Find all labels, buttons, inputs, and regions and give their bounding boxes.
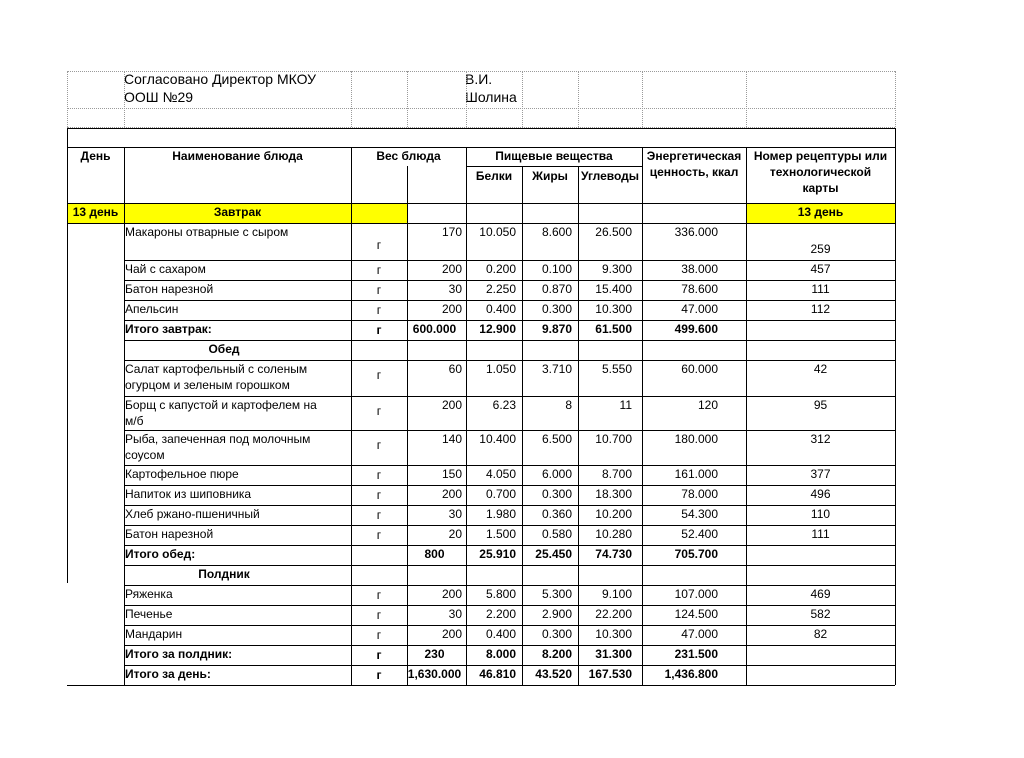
approval-left: Согласовано Директор МКОУ ООШ №29 xyxy=(124,71,317,105)
grid-line xyxy=(67,147,895,148)
cell-fat: 0.300 xyxy=(541,487,572,501)
cell-kcal: 60.000 xyxy=(681,362,718,376)
cell-fat: 0.300 xyxy=(541,627,572,641)
cell-unit: г xyxy=(376,608,382,622)
cell-recipe: 377 xyxy=(810,467,831,481)
cell-weight: 1,630.000 xyxy=(407,667,462,681)
cell-unit: г xyxy=(376,468,382,482)
grid-line xyxy=(642,203,643,685)
cell-protein: 4.050 xyxy=(485,467,516,481)
cell-weight: 200 xyxy=(441,398,462,412)
cell-kcal: 107.000 xyxy=(674,587,718,601)
grid-line xyxy=(124,260,895,261)
grid-line xyxy=(124,585,895,586)
cell-name: Мандарин xyxy=(125,627,183,641)
grid-line xyxy=(522,203,523,685)
cell-recipe: 111 xyxy=(811,527,830,541)
grid-line xyxy=(124,340,895,341)
cell-protein: 12.900 xyxy=(479,322,516,336)
cell-unit: г xyxy=(376,238,382,252)
cell-protein: 10.050 xyxy=(479,225,516,239)
cell-carbs: 10.300 xyxy=(595,302,632,316)
cell-weight: 30 xyxy=(448,607,462,621)
cell-name: Итого обед: xyxy=(125,547,196,561)
grid-line xyxy=(124,485,895,486)
cell-fat: 43.520 xyxy=(535,667,572,681)
cell-fat: 2.900 xyxy=(541,607,572,621)
cell-fat: 8.600 xyxy=(541,225,572,239)
cell-weight xyxy=(407,204,462,223)
grid-line xyxy=(67,71,895,72)
header-fat: Жиры xyxy=(532,169,568,183)
cell-kcal: 78.000 xyxy=(681,487,718,501)
grid-line xyxy=(466,147,467,203)
grid-line xyxy=(746,71,747,127)
grid-line xyxy=(124,625,895,626)
grid-line xyxy=(124,360,895,361)
cell-kcal: 705.700 xyxy=(674,547,718,561)
cell-unit: г xyxy=(376,263,382,277)
cell-name: Картофельное пюре xyxy=(125,467,239,481)
cell-carbs: 8.700 xyxy=(601,467,632,481)
cell-carbs: 167.530 xyxy=(588,667,632,681)
cell-fat: 9.870 xyxy=(541,322,572,336)
grid-line xyxy=(642,71,643,127)
grid-line xyxy=(67,223,895,224)
cell-name: Рыба, запеченная под молочным соусом xyxy=(125,432,311,462)
cell-carbs xyxy=(578,204,632,223)
grid-line xyxy=(407,166,408,203)
grid-line xyxy=(407,203,408,685)
cell-carbs: 74.730 xyxy=(595,547,632,561)
cell-fat: 8 xyxy=(565,398,572,412)
cell-weight: 600.000 xyxy=(412,322,457,336)
cell-name: Печенье xyxy=(125,607,173,621)
approval-right: В.И. Шолина xyxy=(465,71,517,105)
cell-protein: 8.000 xyxy=(485,647,516,661)
cell-protein: 5.800 xyxy=(485,587,516,601)
cell-recipe: 111 xyxy=(811,282,830,296)
grid-line xyxy=(746,203,747,685)
grid-line xyxy=(124,465,895,466)
grid-line xyxy=(124,665,895,666)
cell-kcal xyxy=(642,341,718,360)
cell-recipe xyxy=(746,546,895,565)
grid-line xyxy=(124,430,895,431)
header-day: День xyxy=(80,149,111,163)
cell-unit xyxy=(351,342,407,360)
header-energy: Энергетическая ценность, ккал xyxy=(646,149,742,179)
grid-line xyxy=(124,565,895,566)
cell-recipe xyxy=(746,321,895,340)
grid-line xyxy=(67,108,895,109)
grid-line xyxy=(522,166,523,203)
grid-line xyxy=(67,128,68,203)
grid-line xyxy=(124,320,895,321)
cell-carbs: 61.500 xyxy=(595,322,632,336)
cell-protein: 0.400 xyxy=(485,627,516,641)
cell-weight: 200 xyxy=(441,487,462,501)
cell-protein: 0.700 xyxy=(485,487,516,501)
cell-kcal: 1,436.800 xyxy=(664,667,718,681)
grid-line xyxy=(124,396,895,397)
grid-line xyxy=(466,166,642,167)
header-recipe: Номер рецептуры или технологической карты xyxy=(753,149,888,195)
cell-kcal: 231.500 xyxy=(674,647,718,661)
cell-carbs xyxy=(578,341,632,360)
cell-day: 13 день xyxy=(72,205,119,219)
cell-protein: 2.200 xyxy=(485,607,516,621)
cell-carbs: 9.300 xyxy=(601,262,632,276)
cell-fat: 5.300 xyxy=(541,587,572,601)
cell-kcal: 180.000 xyxy=(674,432,718,446)
grid-line xyxy=(124,605,895,606)
cell-recipe: 42 xyxy=(813,362,828,376)
grid-line xyxy=(67,128,895,129)
cell-unit xyxy=(351,547,407,565)
grid-line xyxy=(351,203,352,685)
cell-weight: 200 xyxy=(441,587,462,601)
cell-protein: 1.050 xyxy=(485,362,516,376)
header-carbs: Углеводы xyxy=(580,169,640,183)
cell-carbs: 10.300 xyxy=(595,627,632,641)
header-weight: Вес блюда xyxy=(376,149,441,163)
cell-unit: г xyxy=(376,508,382,522)
grid-line xyxy=(67,685,895,686)
grid-line xyxy=(895,128,896,685)
grid-line xyxy=(67,203,68,583)
grid-line xyxy=(124,525,895,526)
cell-unit: г xyxy=(376,628,382,642)
cell-weight: 800 xyxy=(424,547,445,561)
grid-line xyxy=(124,545,895,546)
grid-line xyxy=(124,203,125,685)
cell-weight: 200 xyxy=(441,627,462,641)
grid-line xyxy=(124,71,125,127)
grid-line xyxy=(522,71,523,127)
cell-unit: г xyxy=(376,283,382,297)
cell-recipe: 110 xyxy=(810,507,831,521)
cell-carbs: 31.300 xyxy=(595,647,632,661)
cell-protein: 0.400 xyxy=(485,302,516,316)
cell-name: Чай с сахаром xyxy=(125,262,206,276)
cell-unit: г xyxy=(376,668,382,682)
cell-name: Борщ с капустой и картофелем на м/б xyxy=(125,398,317,428)
cell-carbs xyxy=(578,566,632,585)
cell-protein xyxy=(466,341,516,360)
grid-line xyxy=(578,166,579,203)
cell-carbs: 5.550 xyxy=(601,362,632,376)
grid-line xyxy=(746,147,747,203)
cell-weight xyxy=(407,566,462,585)
cell-carbs: 15.400 xyxy=(595,282,632,296)
cell-weight: 150 xyxy=(441,467,462,481)
cell-kcal: 120 xyxy=(697,398,718,412)
cell-recipe: 82 xyxy=(813,627,828,641)
grid-line xyxy=(895,71,896,127)
cell-weight xyxy=(407,341,462,360)
cell-recipe: 496 xyxy=(810,487,831,501)
grid-line xyxy=(578,71,579,127)
cell-fat: 0.100 xyxy=(541,262,572,276)
cell-name: Полдник xyxy=(198,567,250,581)
cell-unit: г xyxy=(376,648,382,662)
cell-fat: 0.870 xyxy=(541,282,572,296)
grid-line xyxy=(124,280,895,281)
cell-unit: г xyxy=(376,303,382,317)
grid-line xyxy=(407,71,408,127)
cell-name: Апельсин xyxy=(125,302,179,316)
header-nutrients: Пищевые вещества xyxy=(495,149,613,163)
cell-recipe: 469 xyxy=(810,587,831,601)
cell-fat: 25.450 xyxy=(535,547,572,561)
cell-fat: 0.300 xyxy=(541,302,572,316)
cell-unit: г xyxy=(376,438,382,452)
cell-kcal: 161.000 xyxy=(674,467,718,481)
cell-protein: 2.250 xyxy=(485,282,516,296)
cell-carbs: 10.200 xyxy=(595,507,632,521)
cell-kcal: 336.000 xyxy=(674,225,718,239)
cell-kcal xyxy=(642,204,718,223)
header-dish: Наименование блюда xyxy=(172,149,303,163)
cell-name: Итого за полдник: xyxy=(125,647,233,661)
cell-carbs: 10.280 xyxy=(595,527,632,541)
cell-fat xyxy=(522,566,572,585)
cell-weight: 60 xyxy=(448,362,462,376)
grid-line xyxy=(124,147,125,203)
cell-weight: 20 xyxy=(448,527,462,541)
grid-line xyxy=(351,147,352,203)
cell-name: Ряженка xyxy=(125,587,173,601)
cell-protein: 25.910 xyxy=(479,547,516,561)
cell-unit: г xyxy=(376,528,382,542)
cell-kcal: 47.000 xyxy=(681,302,718,316)
cell-carbs: 22.200 xyxy=(595,607,632,621)
cell-recipe: 259 xyxy=(810,242,831,256)
grid-line xyxy=(67,203,895,204)
cell-protein: 1.500 xyxy=(485,527,516,541)
cell-unit: г xyxy=(376,488,382,502)
cell-name: Макароны отварные с сыром xyxy=(125,225,289,239)
grid-line xyxy=(578,203,579,685)
cell-kcal: 54.300 xyxy=(681,507,718,521)
cell-kcal: 38.000 xyxy=(681,262,718,276)
cell-unit xyxy=(351,567,407,585)
cell-weight: 230 xyxy=(424,647,445,661)
cell-recipe: 457 xyxy=(810,262,831,276)
cell-kcal: 47.000 xyxy=(681,627,718,641)
cell-unit xyxy=(351,205,407,223)
header-protein: Белки xyxy=(475,169,513,183)
cell-protein: 46.810 xyxy=(479,667,516,681)
cell-name: Завтрак xyxy=(213,205,262,219)
cell-unit: г xyxy=(376,323,382,337)
cell-protein xyxy=(466,566,516,585)
cell-recipe xyxy=(746,566,895,585)
grid-line xyxy=(642,147,643,203)
cell-fat xyxy=(522,341,572,360)
cell-kcal: 52.400 xyxy=(681,527,718,541)
grid-line xyxy=(124,300,895,301)
grid-line xyxy=(67,71,68,127)
cell-kcal: 124.500 xyxy=(674,607,718,621)
cell-recipe: 312 xyxy=(810,432,831,446)
cell-unit: г xyxy=(376,404,382,418)
cell-weight: 170 xyxy=(441,225,462,239)
cell-recipe xyxy=(746,341,895,360)
cell-recipe xyxy=(746,666,895,685)
cell-fat: 6.000 xyxy=(541,467,572,481)
cell-carbs: 26.500 xyxy=(595,225,632,239)
cell-fat: 3.710 xyxy=(541,362,572,376)
cell-carbs: 10.700 xyxy=(595,432,632,446)
cell-protein xyxy=(466,204,516,223)
cell-weight: 200 xyxy=(441,302,462,316)
cell-unit: г xyxy=(376,588,382,602)
cell-recipe: 112 xyxy=(810,302,831,316)
cell-fat: 8.200 xyxy=(541,647,572,661)
cell-unit: г xyxy=(376,368,382,382)
cell-name: Батон нарезной xyxy=(125,527,214,541)
cell-weight: 140 xyxy=(441,432,462,446)
cell-carbs: 18.300 xyxy=(595,487,632,501)
cell-weight: 30 xyxy=(448,282,462,296)
cell-name: Обед xyxy=(208,342,240,356)
cell-name: Итого за день: xyxy=(125,667,211,681)
cell-name: Хлеб ржано-пшеничный xyxy=(125,507,260,521)
cell-protein: 10.400 xyxy=(479,432,516,446)
cell-recipe: 95 xyxy=(813,398,828,412)
cell-recipe xyxy=(746,646,895,665)
cell-protein: 1.980 xyxy=(485,507,516,521)
cell-kcal xyxy=(642,566,718,585)
cell-recipe: 582 xyxy=(810,607,831,621)
cell-fat: 6.500 xyxy=(541,432,572,446)
cell-name: Итого завтрак: xyxy=(125,322,212,336)
cell-kcal: 499.600 xyxy=(674,322,718,336)
cell-weight: 30 xyxy=(448,507,462,521)
cell-fat: 0.360 xyxy=(541,507,572,521)
cell-kcal: 78.600 xyxy=(681,282,718,296)
cell-carbs: 9.100 xyxy=(601,587,632,601)
grid-line xyxy=(466,203,467,685)
cell-fat: 0.580 xyxy=(541,527,572,541)
cell-protein: 6.23 xyxy=(492,398,516,412)
cell-recipe: 13 день xyxy=(797,205,844,219)
cell-weight: 200 xyxy=(441,262,462,276)
cell-protein: 0.200 xyxy=(485,262,516,276)
grid-line xyxy=(351,71,352,127)
cell-name: Салат картофельный с соленым огурцом и зеленым горошком xyxy=(125,362,308,392)
cell-fat xyxy=(522,204,572,223)
grid-line xyxy=(466,71,467,127)
cell-name: Напиток из шиповника xyxy=(125,487,252,501)
cell-name: Батон нарезной xyxy=(125,282,214,296)
grid-line xyxy=(124,505,895,506)
grid-line xyxy=(124,645,895,646)
cell-carbs: 11 xyxy=(619,398,632,412)
